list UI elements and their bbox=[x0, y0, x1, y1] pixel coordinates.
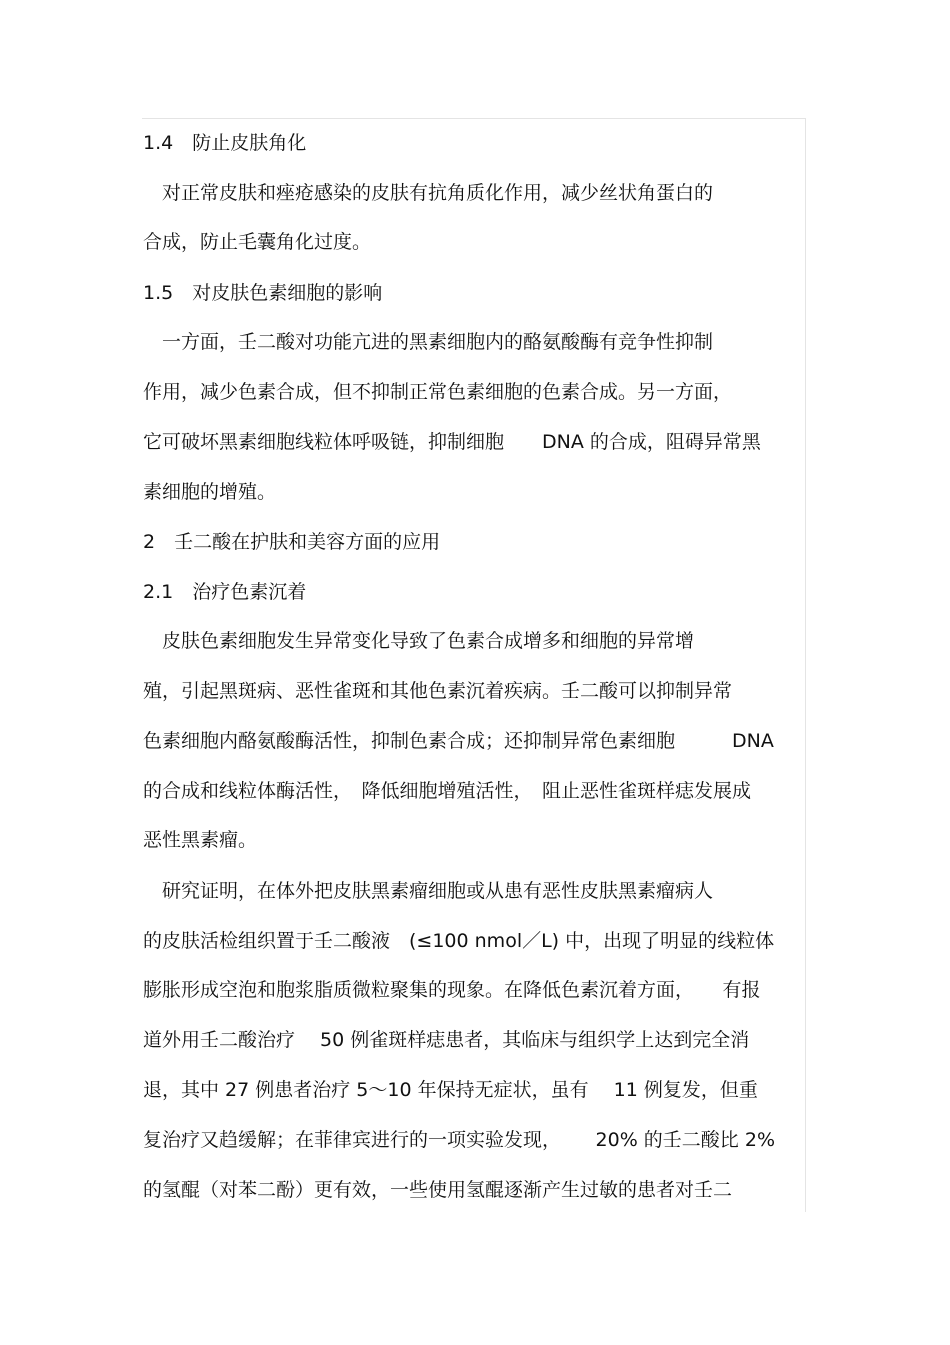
paragraph-line: 的皮肤活检组织置于壬二酸液 (≤100 nmol／L) 中，出现了明显的线粒体 bbox=[143, 930, 775, 952]
paragraph-line: 皮肤色素细胞发生异常变化导致了色素合成增多和细胞的异常增 bbox=[143, 630, 695, 652]
paragraph-line: 复治疗又趋缓解；在菲律宾进行的一项实验发现， 20% 的壬二酸比 2% bbox=[143, 1129, 775, 1151]
paragraph-line: 它可破坏黑素细胞线粒体呼吸链，抑制细胞 DNA 的合成，阻碍异常黑 bbox=[143, 431, 761, 453]
paragraph-line: 的合成和线粒体酶活性， 降低细胞增殖活性， 阻止恶性雀斑样痣发展成 bbox=[143, 780, 752, 802]
paragraph-line: 殖，引起黑斑病、恶性雀斑和其他色素沉着疾病。壬二酸可以抑制异常 bbox=[143, 680, 733, 702]
section-heading-2-1: 2.1 治疗色素沉着 bbox=[143, 581, 307, 603]
paragraph-line: 道外用壬二酸治疗 50 例雀斑样痣患者，其临床与组织学上达到完全消 bbox=[143, 1029, 750, 1051]
paragraph-line: 对正常皮肤和痤疮感染的皮肤有抗角质化作用，减少丝状角蛋白的 bbox=[143, 182, 714, 204]
paragraph-line: 的氢醌（对苯二酚）更有效，一些使用氢醌逐渐产生过敏的患者对壬二 bbox=[143, 1179, 733, 1201]
paragraph-line: 色素细胞内酪氨酸酶活性，抑制色素合成；还抑制异常色素细胞 DNA bbox=[143, 730, 774, 752]
paragraph-line: 恶性黑素瘤。 bbox=[143, 829, 258, 851]
paragraph-line: 作用，减少色素合成，但不抑制正常色素细胞的色素合成。另一方面， bbox=[143, 381, 733, 403]
paragraph-line: 退，其中 27 例患者治疗 5～10 年保持无症状，虽有 11 例复发，但重 bbox=[143, 1079, 758, 1101]
paragraph-line: 研究证明，在体外把皮肤黑素瘤细胞或从患有恶性皮肤黑素瘤病人 bbox=[143, 880, 714, 902]
paragraph-line: 一方面，壬二酸对功能亢进的黑素细胞内的酪氨酸酶有竞争性抑制 bbox=[143, 331, 714, 353]
section-heading-1-5: 1.5 对皮肤色素细胞的影响 bbox=[143, 282, 383, 304]
paragraph-line: 合成，防止毛囊角化过度。 bbox=[143, 231, 372, 253]
section-heading-1-4: 1.4 防止皮肤角化 bbox=[143, 132, 307, 154]
paragraph-line: 膨胀形成空泡和胞浆脂质微粒聚集的现象。在降低色素沉着方面， 有报 bbox=[143, 979, 761, 1001]
paragraph-line: 素细胞的增殖。 bbox=[143, 481, 277, 503]
section-heading-2: 2 壬二酸在护肤和美容方面的应用 bbox=[143, 531, 441, 553]
